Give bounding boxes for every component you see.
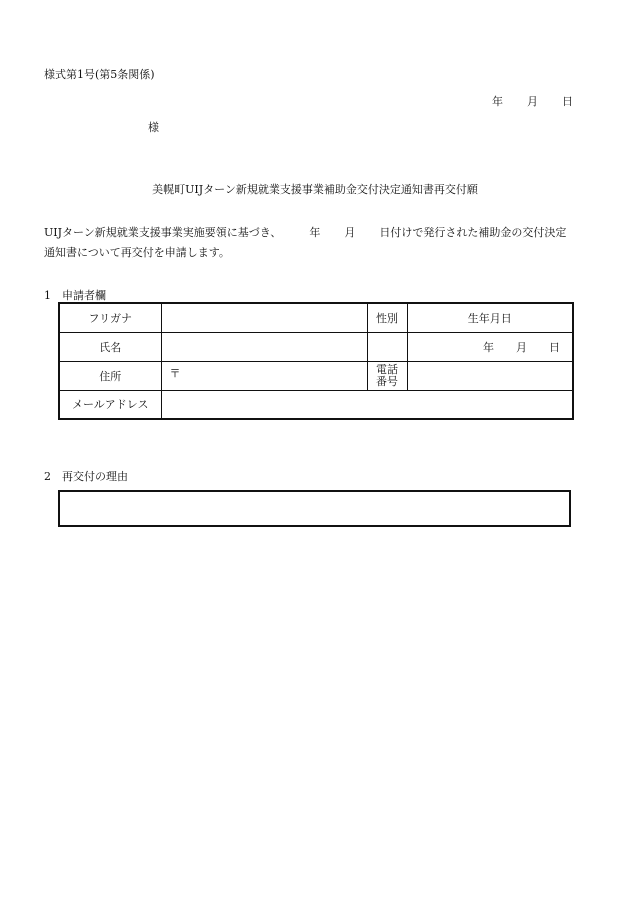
- furigana-field[interactable]: [161, 303, 367, 332]
- table-row: [59, 332, 573, 361]
- furigana-label: フリガナ: [59, 303, 161, 332]
- birthdate-field[interactable]: [407, 332, 573, 361]
- table-row: [59, 303, 573, 332]
- date-month-label: 月: [527, 95, 538, 108]
- document-title: 美幌町UIJターン新規就業支援事業補助金交付決定通知書再交付願: [152, 183, 478, 196]
- birth-day-label: 日: [549, 340, 560, 354]
- phone-label-line-2: 番号: [376, 374, 398, 388]
- body-line-2: 通知書について再交付を申請します。: [44, 246, 230, 259]
- phone-label-line-1: 電話: [376, 362, 398, 376]
- section-2-heading: [44, 468, 128, 484]
- date-line: [492, 93, 582, 109]
- applicant-table: [58, 302, 574, 420]
- form-number: 様式第1号(第5条関係): [44, 68, 155, 81]
- table-row: [59, 361, 573, 390]
- gender-field[interactable]: [367, 332, 407, 361]
- section-1-title: 申請者欄: [62, 289, 106, 302]
- address-label: 住所: [59, 361, 161, 390]
- reissue-reason-field[interactable]: [58, 490, 571, 527]
- date-year-label: 年: [492, 95, 503, 108]
- email-label: メールアドレス: [59, 390, 161, 419]
- body-text: [44, 223, 604, 263]
- addressee-suffix: 様: [148, 121, 159, 134]
- body-year-label: 年: [309, 226, 321, 239]
- email-field[interactable]: [161, 390, 573, 419]
- body-line-1-start: UIJターン新規就業支援事業実施要領に基づき、: [44, 226, 282, 239]
- body-line-1-end: 日付けで発行された補助金の交付決定: [379, 226, 567, 239]
- date-day-label: 日: [562, 95, 573, 108]
- table-row: [59, 390, 573, 419]
- section-2-title: 再交付の理由: [62, 470, 128, 483]
- postal-mark: 〒: [169, 366, 181, 380]
- section-1-heading: [44, 287, 106, 303]
- name-label: 氏名: [59, 332, 161, 361]
- phone-field[interactable]: [407, 361, 573, 390]
- birth-year-label: 年: [483, 340, 494, 354]
- birth-month-label: 月: [516, 340, 527, 354]
- section-2-number: 2: [44, 470, 51, 483]
- gender-label: 性別: [367, 303, 407, 332]
- body-line-1: [44, 223, 604, 243]
- phone-label: [367, 361, 407, 390]
- birthdate-label: 生年月日: [407, 303, 573, 332]
- name-field[interactable]: [161, 332, 367, 361]
- section-1-number: 1: [44, 289, 51, 302]
- body-month-label: 月: [344, 226, 356, 239]
- address-field[interactable]: [161, 361, 367, 390]
